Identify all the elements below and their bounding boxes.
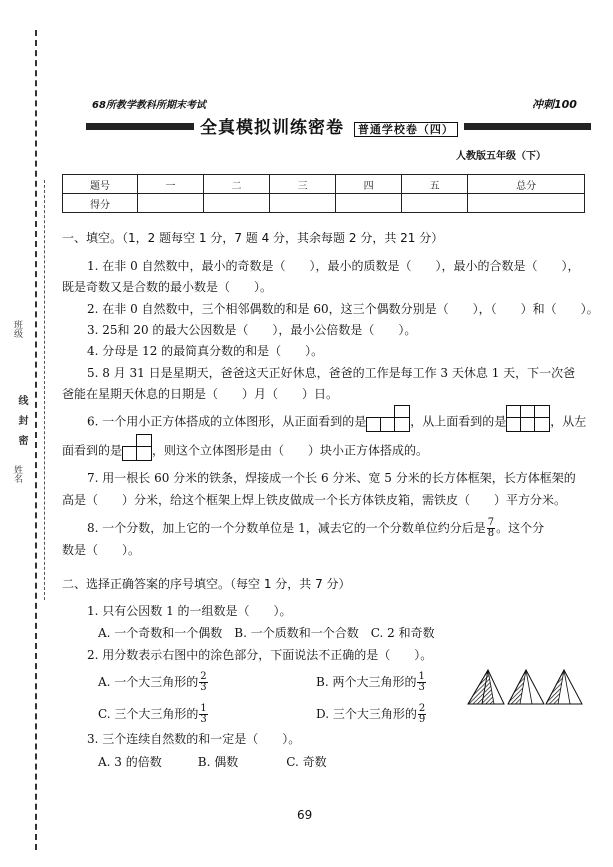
score-table-row (63, 194, 585, 213)
q7-line2: 高是（ ）分米，给这个框架上焊上铁皮做成一个长方体铁皮箱，需铁皮（ ）平方分米。 (62, 493, 567, 507)
score-cell[interactable] (402, 194, 468, 213)
q3-line: 3. 25和 20 的最大公因数是（ ），最小公倍数是（ ）。 (87, 323, 417, 337)
q4-line: 4. 分母是 12 的最简真分数的和是（ ）。 (87, 344, 324, 358)
q1-line1: 1. 在非 0 自然数中，最小的奇数是（ ），最小的质数是（ ），最小的合数是（ ）， (87, 259, 580, 273)
s2-q3-options: A. 3 的倍数 B. 偶数 C. 奇数 (98, 755, 327, 769)
top-view-figure (506, 413, 550, 431)
s2-q3: 3. 三个连续自然数的和一定是（ ）。 (87, 732, 301, 746)
page-number: 69 (297, 808, 313, 822)
q6-text-b: ，从上面看到的是 (410, 414, 507, 429)
score-table (62, 174, 585, 213)
q6-line2 (62, 442, 428, 460)
q8-line1 (87, 518, 544, 539)
section1-title: 一、填空。（1，2 题每空 1 分，7 题 4 分，其余每题 2 分，共 21 分） (62, 231, 444, 245)
q6-text-d: 面看到的是 (62, 443, 123, 458)
name-label: 姓名 (12, 465, 22, 483)
binding-inner-dashed-line (44, 180, 45, 600)
triangle-1 (468, 670, 504, 704)
q8-fraction: $\frac{7}{8}$ (487, 517, 495, 539)
grade-label: 人教版五年级（下） (456, 151, 546, 162)
s2-q2-option-b: B. 两个大三角形的 $\frac{1}{3}$ (316, 671, 425, 693)
series-label: 68所教学教科所期末考试 (92, 100, 206, 111)
score-cell[interactable] (468, 194, 585, 213)
triangles-figure (466, 668, 586, 708)
brand-label: 冲刺100 (532, 98, 577, 111)
paper-title: 全真模拟训练密卷 普通学校卷（四） (194, 113, 464, 138)
q5-line1: 5. 8 月 31 日是星期天，爸爸这天正好休息，爸爸的工作是每工作 3 天休息 1 天，下一次爸 (87, 366, 576, 380)
s2-q2-option-c: C. 三个大三角形的 $\frac{1}{3}$ (98, 703, 207, 725)
score-table-header: 五 (402, 175, 468, 194)
score-table-header: 二 (204, 175, 270, 194)
s2-q1-options: A. 一个奇数和一个偶数 B. 一个质数和一个合数 C. 2 和奇数 (98, 626, 435, 640)
q5-line2: 爸能在星期天休息的日期是（ ）月（ ）日。 (62, 387, 339, 401)
q2-line: 2. 在非 0 自然数中，三个相邻偶数的和是 60，这三个偶数分别是（ ），（ ）和（ ）。 (87, 302, 599, 316)
score-table-header: 三 (270, 175, 336, 194)
triangle-2 (508, 670, 544, 704)
s2-q2-option-a: A. 一个大三角形的 $\frac{2}{3}$ (98, 671, 207, 693)
paper-subtitle: 普通学校卷（四） (354, 122, 458, 137)
score-cell[interactable] (270, 194, 336, 213)
section2-title: 二、选择正确答案的序号填空。（每空 1 分，共 7 分） (62, 577, 351, 591)
q8-text-a: 8. 一个分数，加上它的一个分数单位是 1，减去它的一个分数单位约分后是 (87, 521, 486, 535)
score-table-header: 四 (336, 175, 402, 194)
triangle-3 (546, 670, 582, 704)
score-table-header: 总分 (468, 175, 585, 194)
q1-line2: 既是奇数又是合数的最小数是（ ）。 (62, 280, 273, 294)
s2-q2-option-d: D. 三个大三角形的 $\frac{2}{9}$ (316, 703, 426, 725)
score-table-header: 题号 (63, 175, 138, 194)
score-cell[interactable] (204, 194, 270, 213)
seal-line-label: 线 封 密 (16, 395, 27, 445)
score-cell[interactable] (336, 194, 402, 213)
class-label: 班级 (12, 320, 22, 338)
score-table-header: 一 (138, 175, 204, 194)
q8-text-b: 。这个分 (496, 521, 545, 535)
q7-line1: 7. 用一根长 60 分米的铁条，焊接成一个长 6 分米、宽 5 分米的长方体框架，长方体框架的 (87, 471, 576, 485)
s2-q1: 1. 只有公因数 1 的一组数是（ ）。 (87, 604, 292, 618)
left-view-figure (122, 442, 152, 460)
q8-line2: 数是（ ）。 (62, 543, 141, 557)
q6-text-c: ，从左 (550, 414, 587, 429)
score-table-header-row (63, 175, 585, 194)
binding-dashed-line (35, 30, 37, 850)
q6-text-a: 6. 一个用小正方体搭成的立体图形，从正面看到的是 (87, 414, 367, 429)
q6-line1 (87, 413, 586, 431)
q6-text-e: ，则这个立体图形是由（ ）块小正方体搭成的。 (152, 443, 429, 458)
s2-q2: 2. 用分数表示右图中的涂色部分，下面说法不正确的是（ ）。 (87, 648, 433, 662)
score-cell[interactable] (138, 194, 204, 213)
front-view-figure (366, 413, 410, 431)
score-row-label: 得分 (63, 194, 138, 213)
title-bar (86, 113, 591, 137)
